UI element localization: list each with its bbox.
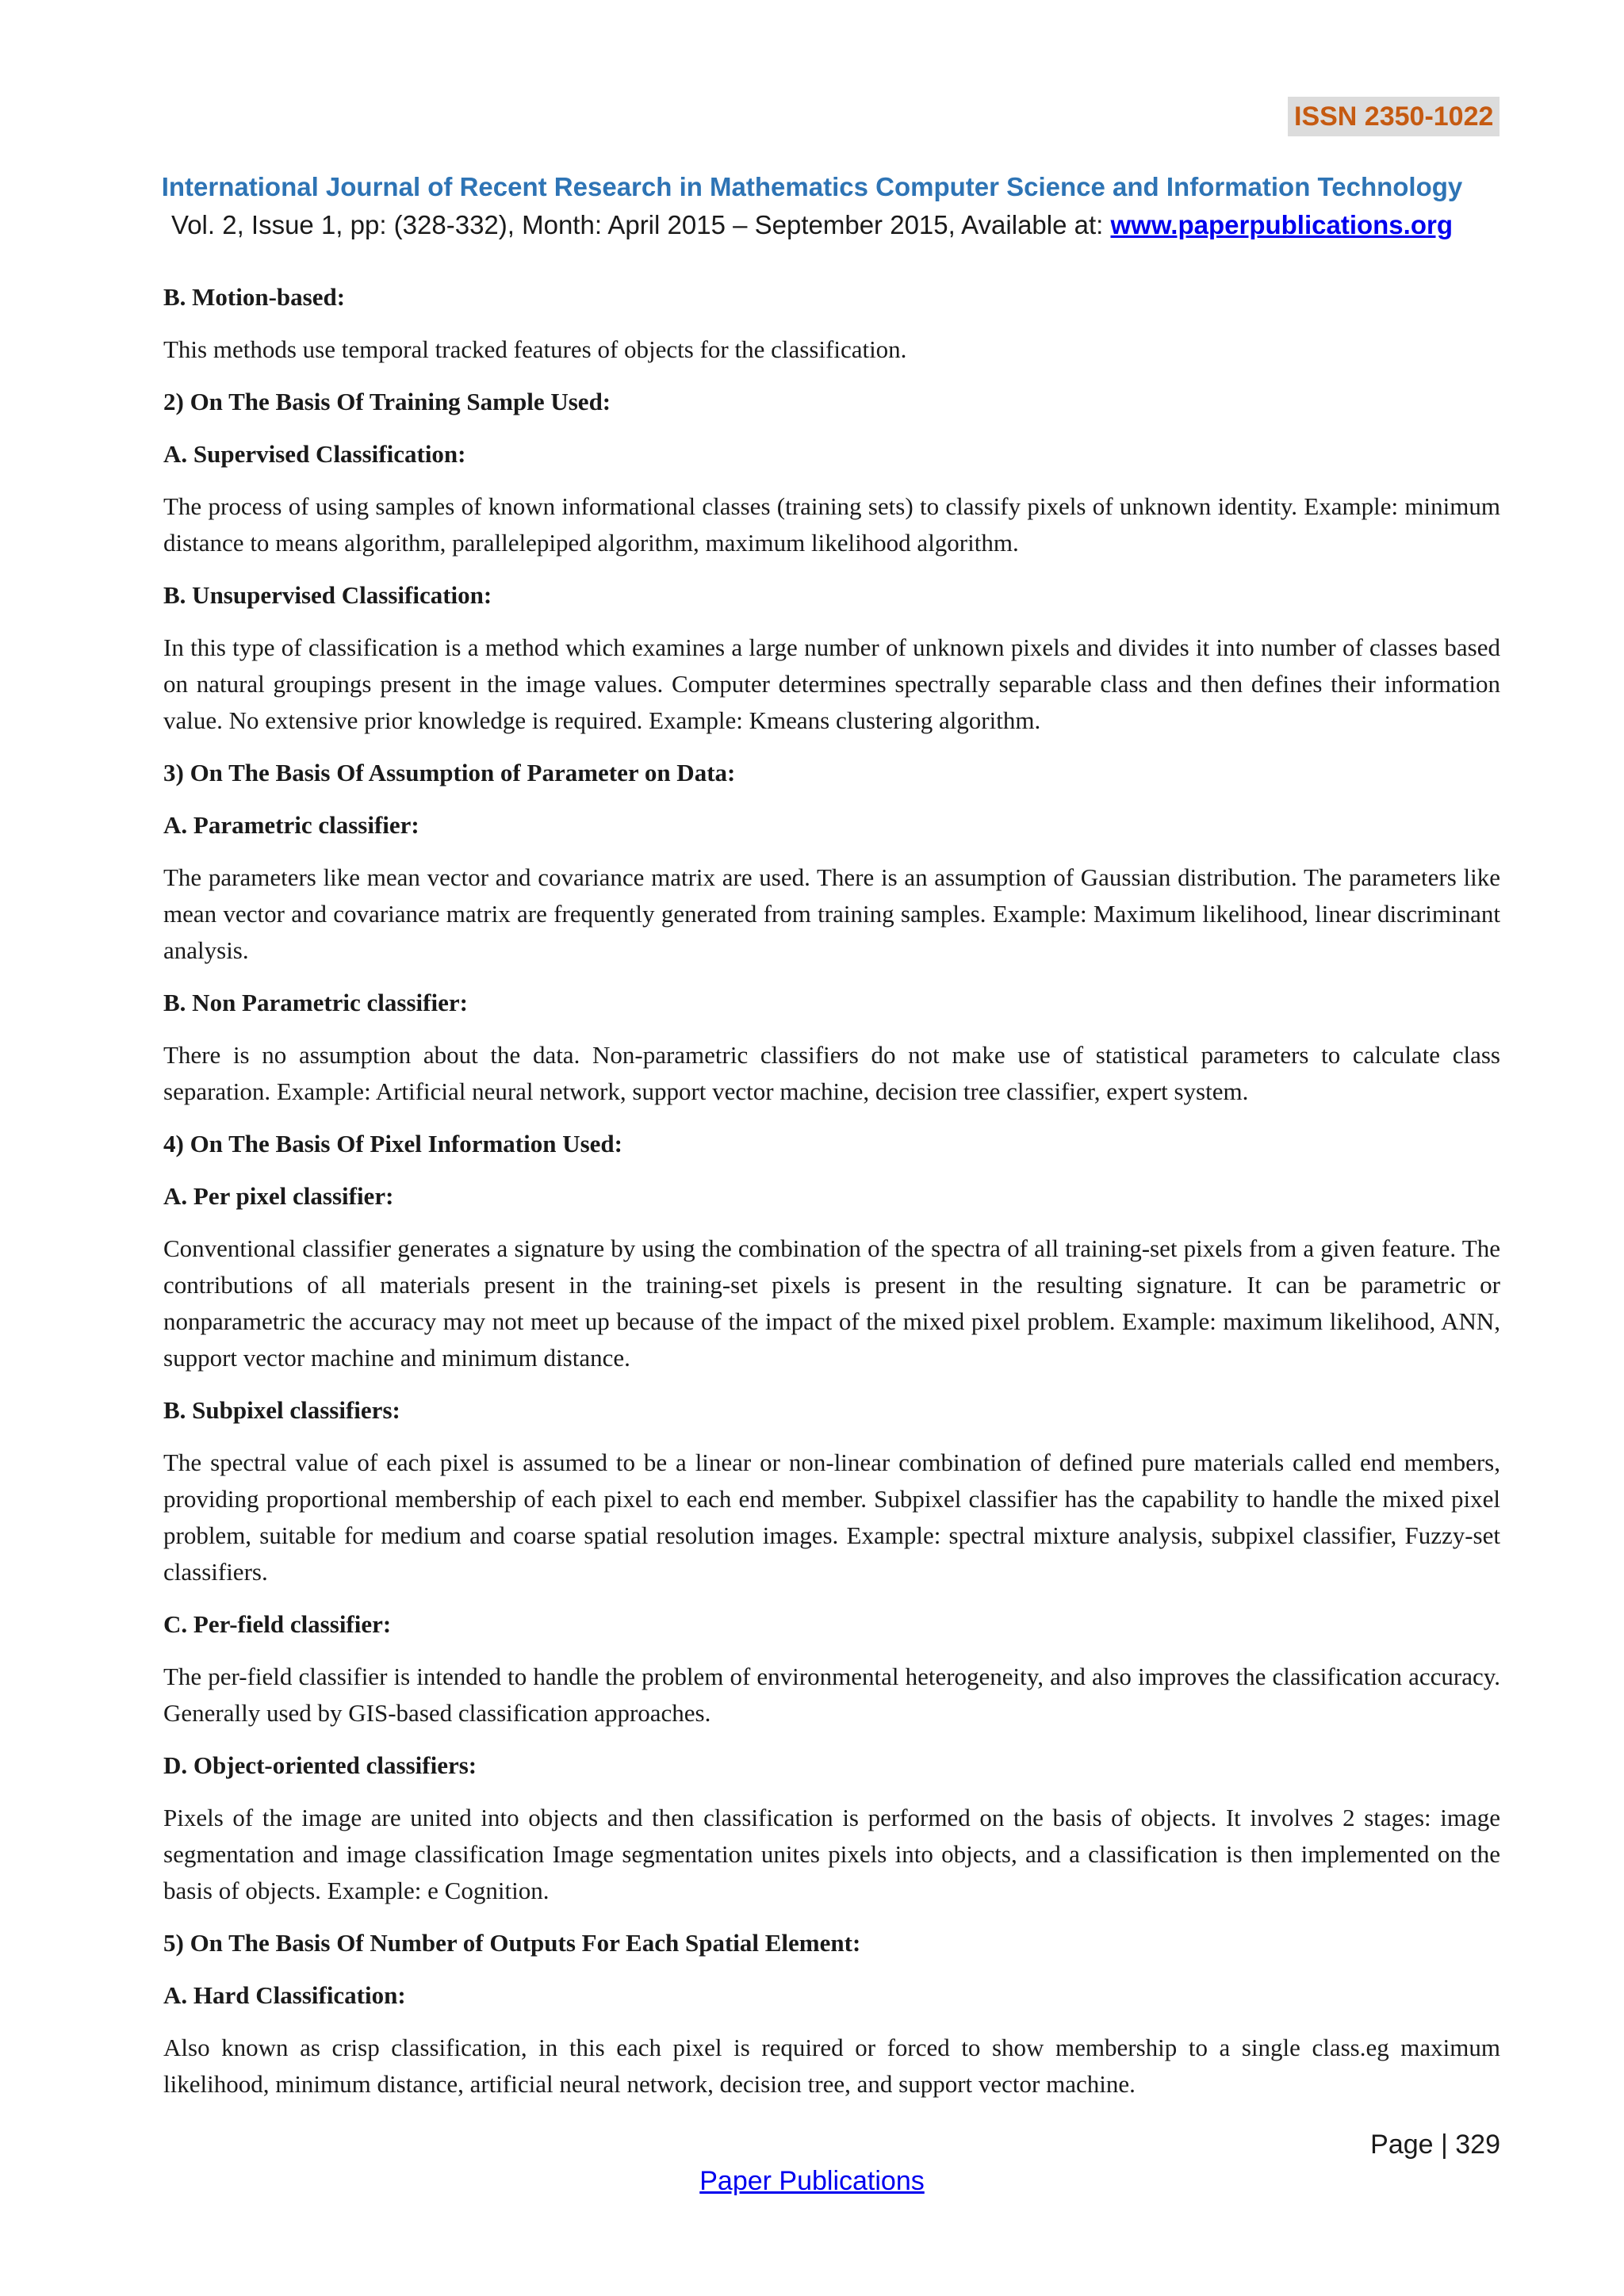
journal-meta-text: Vol. 2, Issue 1, pp: (328-332), Month: April 2015 – September 2015, Available at: bbox=[171, 210, 1111, 239]
journal-title: International Journal of Recent Research in Mathematics Computer Science and Information Technology bbox=[161, 172, 1463, 201]
paragraph: The spectral value of each pixel is assumed to be a linear or non-linear combination of defined pure materials called end members, providing proportional membership of each pixel to each end member. Subpixel classifier has the capability to handle the mixed pixel problem, suitable for medium and coarse spatial resolution images. Example: spectral mixture analysis, subpixel classifier, Fuzzy-set classifiers. bbox=[163, 1448, 1500, 1586]
journal-meta bbox=[0, 208, 1624, 243]
subsection-heading: A. Parametric classifier: bbox=[163, 811, 419, 839]
paragraph: There is no assumption about the data. Non-parametric classifiers do not make use of statistical parameters to calculate class separation. Example: Artificial neural network, support vector machine, decision tree classifier, expert system. bbox=[163, 1041, 1500, 1105]
page-number: Page | 329 bbox=[1370, 2130, 1500, 2160]
journal-website-link[interactable]: www.paperpublications.org bbox=[1110, 210, 1453, 239]
subsection-heading: A. Hard Classification: bbox=[163, 1981, 406, 2009]
paragraph: The parameters like mean vector and covariance matrix are used. There is an assumption of Gaussian distribution. The parameters like mean vector and covariance matrix are frequently generated from training samples. Example: Maximum likelihood, linear discriminant analysis. bbox=[163, 863, 1500, 964]
section-heading: B. Motion-based: bbox=[163, 283, 346, 311]
paragraph: Conventional classifier generates a signature by using the combination of the spectra of all training-set pixels from a given feature. The contributions of all materials present in the training-set pixels is present in the resulting signature. It can be parametric or nonparametric the accuracy may not meet up because of the impact of the mixed pixel problem. Example: maximum likelihood, ANN, support vector machine and minimum distance. bbox=[163, 1234, 1500, 1372]
paragraph: The per-field classifier is intended to handle the problem of environmental heterogeneity, and also improves the classification accuracy. Generally used by GIS-based classification approaches. bbox=[163, 1663, 1500, 1727]
paragraph: In this type of classification is a method which examines a large number of unknown pixels and divides it into number of classes based on natural groupings present in the image values. Computer determines spectrally separable class and then defines their information value. No extensive prior knowledge is required. Example: Kmeans clustering algorithm. bbox=[163, 633, 1500, 734]
paragraph: The process of using samples of known informational classes (training sets) to classify pixels of unknown identity. Example: minimum distance to means algorithm, parallelepiped algorithm, maximum likelihood algorithm. bbox=[163, 492, 1500, 557]
footer bbox=[0, 2164, 1624, 2198]
subsection-heading: C. Per-field classifier: bbox=[163, 1610, 392, 1638]
paragraph: Also known as crisp classification, in this each pixel is required or forced to show membership to a single class.eg maximum likelihood, minimum distance, artificial neural network, decision tree, and support vector machine. bbox=[163, 2034, 1500, 2098]
subsection-heading: B. Subpixel classifiers: bbox=[163, 1396, 400, 1424]
subsection-heading: B. Non Parametric classifier: bbox=[163, 989, 468, 1016]
section-heading: 3) On The Basis Of Assumption of Parameter on Data: bbox=[163, 759, 736, 786]
subsection-heading: A. Per pixel classifier: bbox=[163, 1182, 394, 1210]
section-heading: 5) On The Basis Of Number of Outputs For Each Spatial Element: bbox=[163, 1929, 861, 1957]
article-body bbox=[163, 279, 1500, 2118]
paragraph: Pixels of the image are united into objects and then classification is performed on the basis of objects. It involves 2 stages: image segmentation and image classification Image segmentation unites pixels into objects, and a classification is then implemented on the basis of objects. Example: e Cognition. bbox=[163, 1804, 1500, 1904]
publisher-link[interactable]: Paper Publications bbox=[699, 2166, 925, 2196]
subsection-heading: D. Object-oriented classifiers: bbox=[163, 1751, 477, 1779]
section-heading: 4) On The Basis Of Pixel Information Used: bbox=[163, 1130, 622, 1158]
subsection-heading: B. Unsupervised Classification: bbox=[163, 581, 492, 609]
section-heading: 2) On The Basis Of Training Sample Used: bbox=[163, 388, 611, 415]
paragraph: This methods use temporal tracked features of objects for the classification. bbox=[163, 335, 907, 363]
subsection-heading: A. Supervised Classification: bbox=[163, 440, 466, 468]
issn-badge: ISSN 2350-1022 bbox=[1288, 97, 1500, 136]
